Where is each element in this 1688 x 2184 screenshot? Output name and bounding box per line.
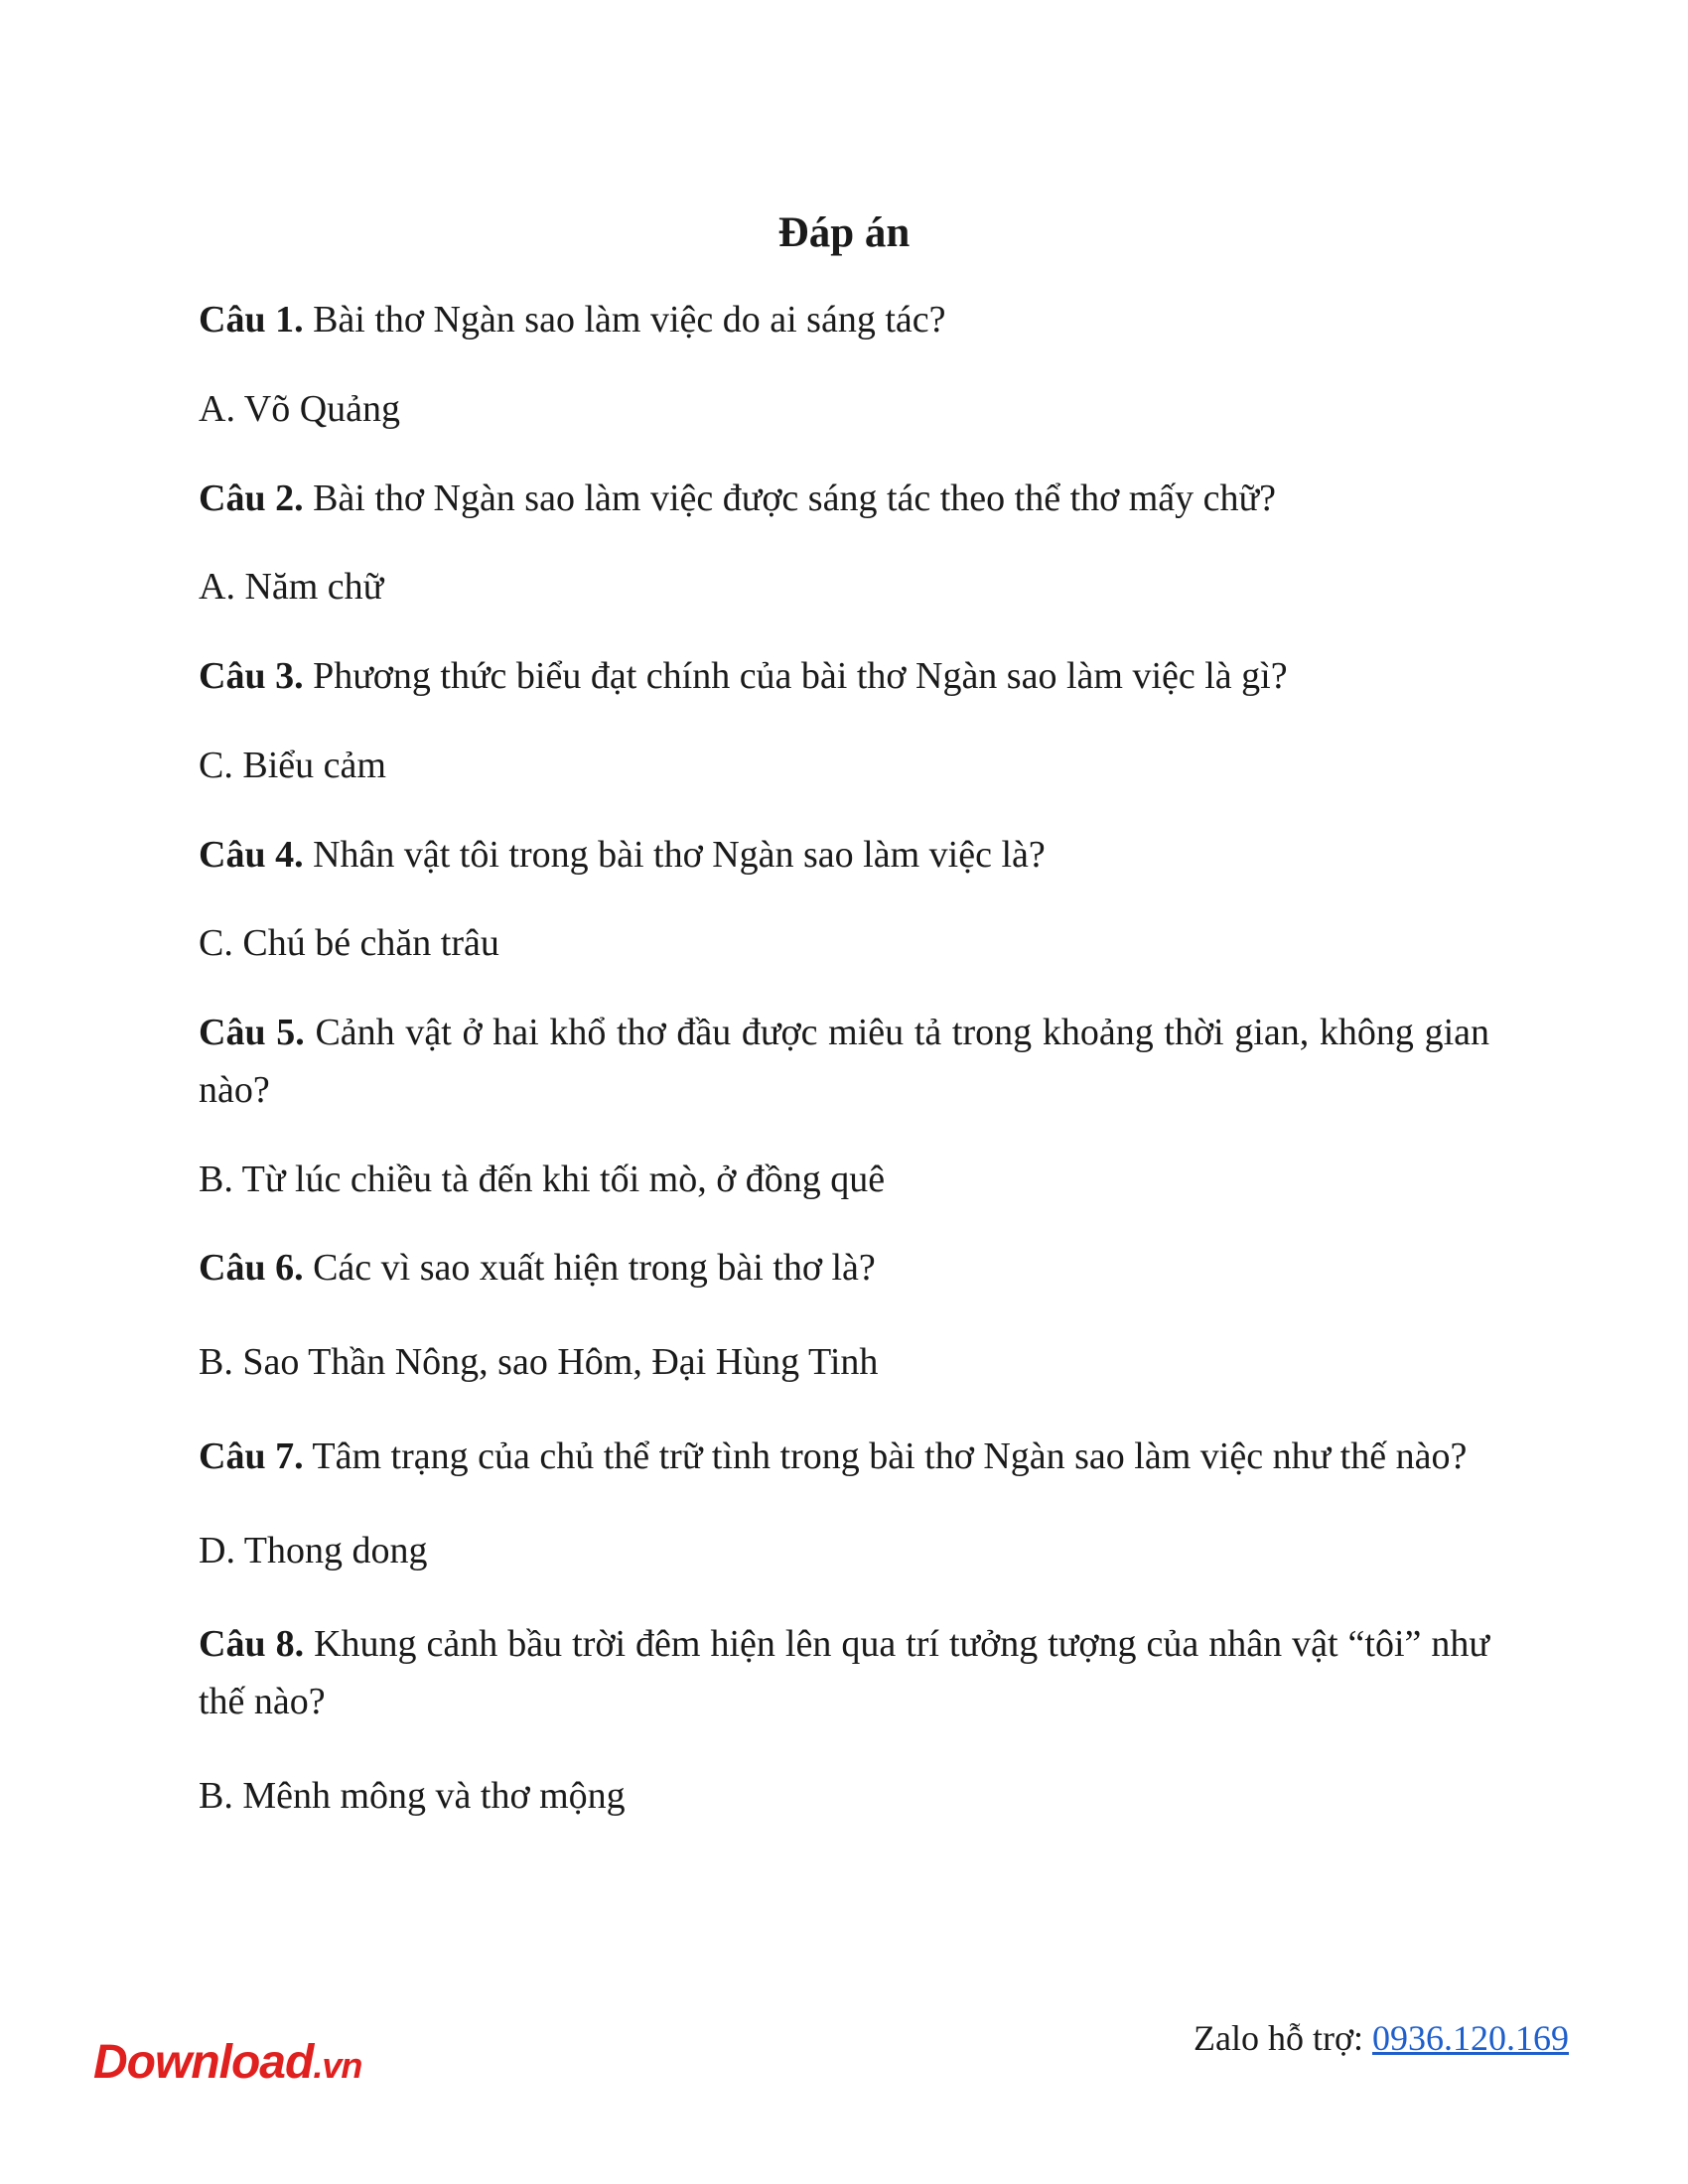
question-label: Câu 8. (199, 1623, 305, 1666)
question-label: Câu 2. (199, 477, 304, 519)
support-phone-link[interactable]: 0936.120.169 (1372, 2018, 1569, 2058)
page-title: Đáp án (777, 209, 911, 256)
answer-7: D. Thong dong (199, 1529, 428, 1571)
answer-2: A. Năm chữ (199, 566, 384, 609)
answer-5: B. Từ lúc chiều tà đến khi tối mò, ở đồng quê (199, 1158, 886, 1200)
question-text: Bài thơ Ngàn sao làm việc được sáng tác theo thể thơ mấy chữ? (303, 477, 1276, 519)
question-text: Phương thức biểu đạt chính của bài thơ Ngàn sao làm việc là gì? (303, 655, 1288, 697)
question-label: Câu 5. (199, 1012, 305, 1053)
question-4 (199, 827, 1489, 885)
question-5 (199, 1005, 1489, 1120)
question-6 (199, 1240, 1489, 1297)
answer-8: B. Mênh mông và thơ mộng (199, 1774, 626, 1817)
question-label: Câu 4. (199, 833, 304, 876)
support-label: Zalo hỗ trợ: (1194, 2018, 1372, 2058)
question-text: Nhân vật tôi trong bài thơ Ngàn sao làm việc là? (303, 833, 1046, 876)
question-text: Các vì sao xuất hiện trong bài thơ là? (303, 1247, 876, 1290)
answer-3: C. Biểu cảm (199, 744, 386, 786)
question-label: Câu 1. (199, 299, 304, 341)
logo-main-text: Download (93, 2036, 314, 2089)
question-7 (199, 1429, 1489, 1486)
question-2 (199, 471, 1489, 528)
question-label: Câu 6. (199, 1247, 304, 1290)
answer-6: B. Sao Thần Nông, sao Hôm, Đại Hùng Tinh (199, 1341, 879, 1383)
question-3 (199, 648, 1489, 706)
answer-1: A. Võ Quảng (199, 387, 401, 430)
question-label: Câu 7. (199, 1434, 304, 1477)
question-text: Tâm trạng của chủ thể trữ tình trong bài thơ Ngàn sao làm việc như thế nào? (303, 1434, 1468, 1477)
question-1 (199, 292, 1489, 349)
question-label: Câu 3. (199, 655, 304, 697)
question-text: Khung cảnh bầu trời đêm hiện lên qua trí tưởng tượng của nhân vật “tôi” như thế nào? (199, 1623, 1490, 1722)
question-text: Cảnh vật ở hai khổ thơ đầu được miêu tả trong khoảng thời gian, không gian nào? (199, 1012, 1489, 1111)
answer-4: C. Chú bé chăn trâu (199, 922, 499, 965)
question-text: Bài thơ Ngàn sao làm việc do ai sáng tác? (303, 299, 946, 341)
question-8 (199, 1616, 1489, 1731)
answer-list (199, 292, 1489, 1826)
download-vn-logo[interactable] (93, 2035, 361, 2090)
logo-tld-text: .vn (313, 2045, 362, 2086)
support-contact (1194, 2017, 1569, 2059)
